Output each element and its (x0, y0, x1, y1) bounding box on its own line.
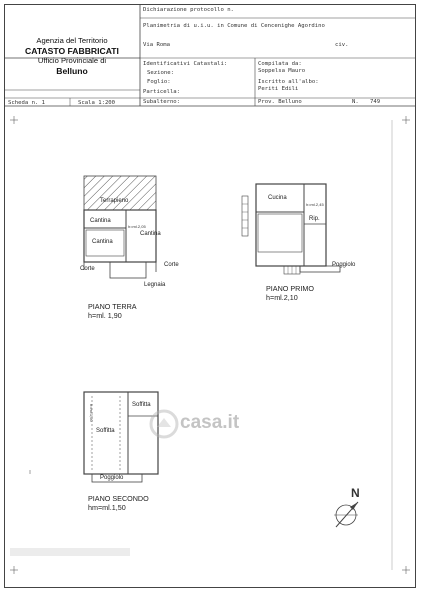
piano-primo-title: PIANO PRIMO (266, 284, 314, 293)
n-label: N. (352, 99, 359, 105)
room-soffitta-2: Soffitta (132, 402, 151, 408)
compass-north-letter: N (351, 486, 360, 500)
prov-label: Prov. Belluno (258, 99, 302, 105)
room-poggiolo-primo: Poggiolo (332, 262, 356, 268)
north-compass (334, 502, 358, 527)
room-corte-2: Corte (164, 262, 179, 268)
room-cantina-1: Cantina (90, 218, 111, 224)
address-label: Via Roma (143, 42, 170, 48)
room-poggiolo-secondo: Poggiolo (100, 475, 124, 481)
room-soffitta-1: Soffitta (96, 428, 115, 434)
foglio-label: Foglio: (147, 79, 171, 85)
iscritto-label: Iscritto all'albo: (258, 79, 319, 85)
particella-label: Particella: (143, 89, 181, 95)
planimetria-label: Planimetria di u.i.u. in Comune di Cencenighe Agordino (143, 23, 325, 29)
piano-primo-plan (242, 184, 340, 274)
room-cantina-3: Cantina (140, 231, 161, 237)
secondo-height-note: h=ml.1,50 (89, 404, 94, 422)
room-ripostiglio: Rip. (309, 216, 320, 222)
room-cantina-2: Cantina (92, 239, 113, 245)
room-legnaia: Legnaia (144, 282, 166, 288)
agency-city: Belluno (56, 66, 88, 76)
scala-label: Scala 1:200 (78, 100, 116, 106)
room-corte-1: Corte (80, 266, 95, 272)
primo-height-note: h=ml.2,45 (306, 202, 324, 207)
identificativi-label: Identificativi Catastali: (143, 61, 228, 67)
compilatore-name: Soppelsa Mauro (258, 68, 306, 74)
subalterno-label: Subalterno: (143, 99, 181, 105)
agency-office: Ufficio Provinciale di (37, 56, 107, 65)
room-terrapieno: Terrapieno (100, 198, 129, 204)
agency-name: Agenzia del Territorio (36, 36, 108, 45)
scheda-label: Scheda n. 1 (8, 100, 46, 106)
piano-secondo-title: PIANO SECONDO (88, 494, 149, 503)
casa-watermark-text: casa.it (180, 412, 240, 433)
piano-terra-height: h=ml. 1,90 (88, 311, 122, 320)
dichiarazione-label: Dichiarazione protocollo n. (143, 7, 234, 13)
terra-height-note: h=ml.2,05 (128, 224, 146, 229)
n-value: 749 (370, 99, 381, 105)
piano-secondo-height: hm=ml.1,50 (88, 503, 126, 512)
piano-primo-height: h=ml.2,10 (266, 293, 298, 302)
civ-label: civ. (335, 42, 349, 48)
room-cucina: Cucina (268, 195, 287, 201)
piano-terra-title: PIANO TERRA (88, 302, 137, 311)
agency-catasto: CATASTO FABBRICATI (25, 46, 119, 56)
compilata-label: Compilata da: (258, 61, 302, 67)
albo-value: Periti Edili (258, 86, 299, 92)
sezione-label: Sezione: (147, 70, 174, 76)
